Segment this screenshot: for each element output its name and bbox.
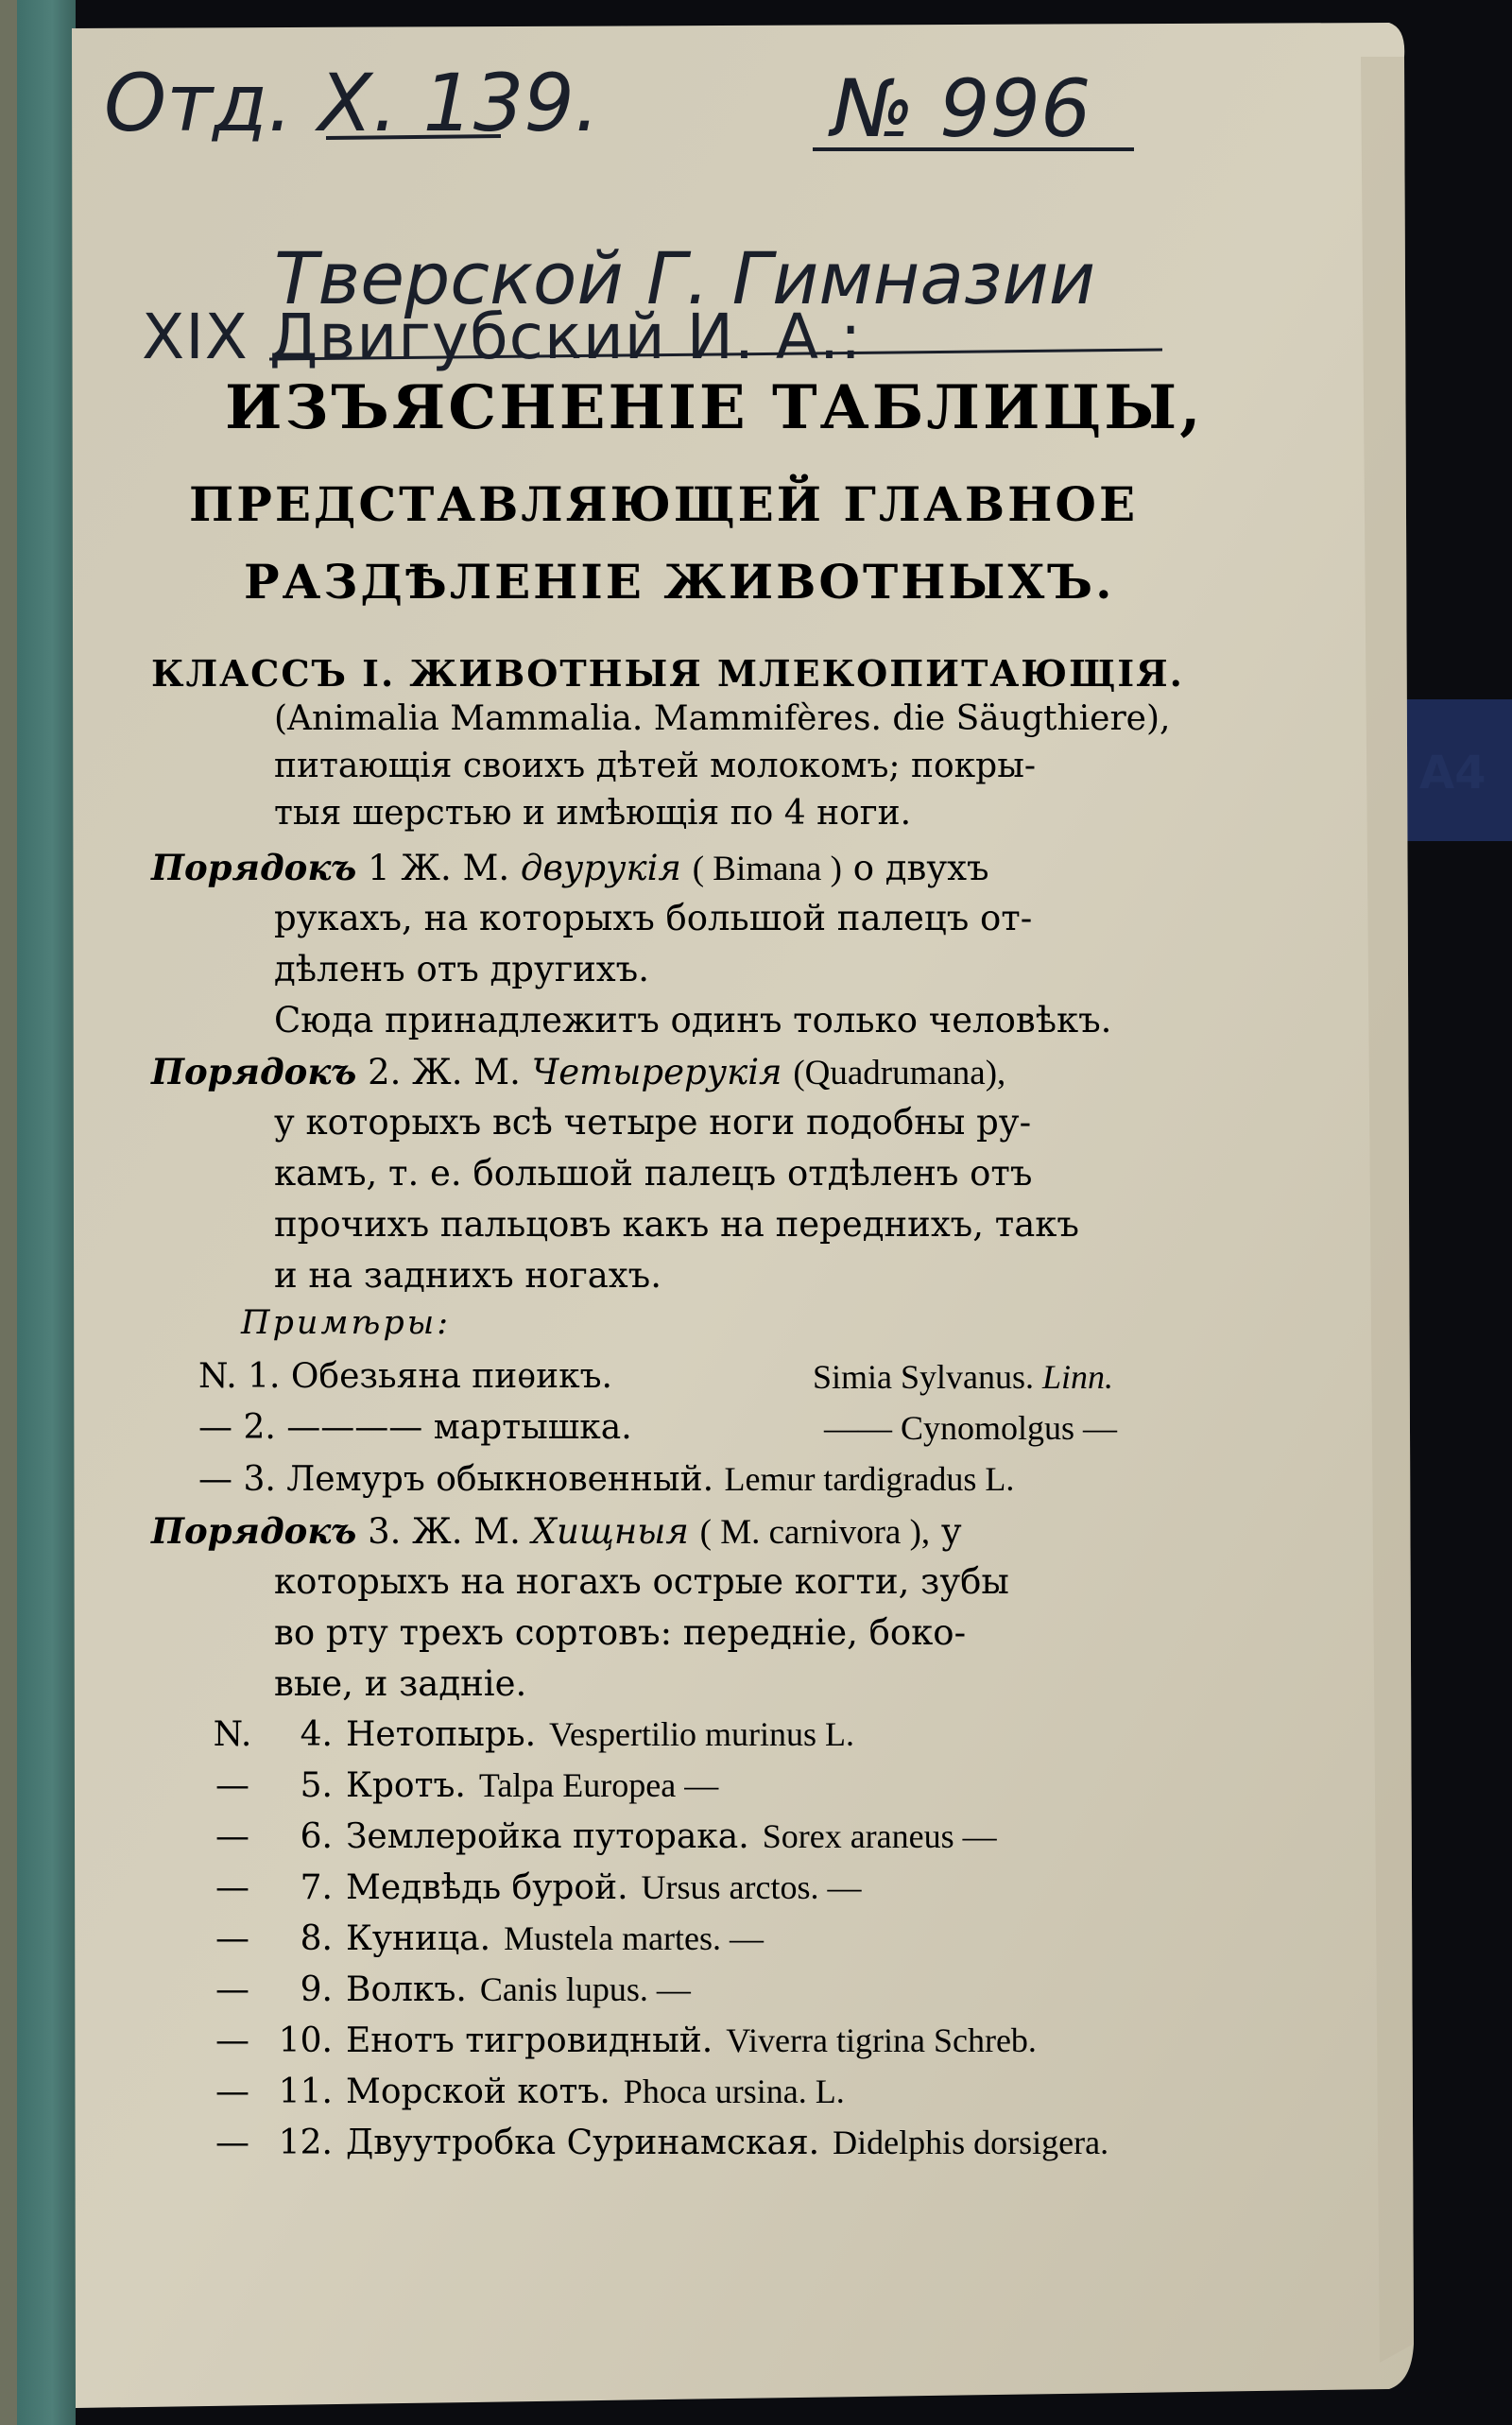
example-mark: — <box>215 2021 249 2060</box>
example-num: 8. <box>300 1919 333 1958</box>
example-ru: Лемуръ обыкновенный. <box>286 1460 714 1499</box>
example-latin: Ursus arctos. — <box>641 1868 862 1906</box>
example-ru: Медвѣдь бурой. <box>346 1868 628 1907</box>
order3-latin: ( M. carnivora ), <box>699 1513 931 1552</box>
example-row <box>198 1918 764 1958</box>
order2-name: Четырерукія <box>531 1052 782 1092</box>
example-latin-name: Simia Sylvanus. <box>813 1358 1035 1396</box>
order3-line-1: которыхъ на ногахъ острые когти, зубы <box>274 1561 1009 1602</box>
order1-latin: ( Bimana ) <box>692 850 842 888</box>
order1-line-2: дѣленъ отъ другихъ. <box>274 949 649 989</box>
order1-line-3: Сюда принадлежитъ одинъ только человѣкъ. <box>274 1000 1112 1041</box>
example-mark: N. <box>213 1715 252 1754</box>
handwritten-owner: Тверской Г. Гимназии <box>274 236 1096 320</box>
example-row <box>198 2072 845 2111</box>
example-num: 7. <box>300 1868 333 1907</box>
example-latin: Vespertilio murinus L. <box>549 1715 854 1753</box>
order3-tail: у <box>940 1511 962 1552</box>
example-ru: Обезьяна пиѳикъ. <box>290 1357 612 1396</box>
title-line-1: ИЗЪЯСНЕНІЕ ТАБЛИЦЫ, <box>225 372 1204 443</box>
example-latin: Viverra tigrina Schreb. <box>726 2021 1037 2059</box>
example-mark: N. <box>198 1357 237 1396</box>
example-ru: ———— мартышка. <box>286 1408 632 1447</box>
title-line-3: РАЗДѢЛЕНІЕ ЖИВОТНЫХЪ. <box>244 554 1115 610</box>
example-mark: — <box>215 2072 249 2111</box>
order2-header <box>151 1051 1005 1093</box>
example-latin: Talpa Europea — <box>478 1766 719 1804</box>
class-line-2: питающія своихъ дѣтей молокомъ; покры- <box>274 747 1037 785</box>
order2-label: Порядокъ <box>151 1051 357 1092</box>
order3-line-3: вые, и задніе. <box>274 1663 527 1704</box>
example-ru: Енотъ тигровидный. <box>346 2021 713 2060</box>
example-num: 12. <box>278 2124 333 2162</box>
example-latin: Lemur tardigradus L. <box>724 1460 1015 1498</box>
example-num: 1. <box>248 1357 281 1396</box>
example-num: 4. <box>300 1715 333 1754</box>
example-ru: Кротъ. <box>346 1766 466 1805</box>
handwritten-number: № 996 <box>832 62 1091 155</box>
side-sticker-label: A4 <box>1419 747 1486 800</box>
example-row <box>198 2021 1037 2060</box>
order1-head: Ж. М. <box>401 848 510 888</box>
order2-head: Ж. М. <box>412 1052 521 1092</box>
example-ru: Землеройка путорака. <box>346 1817 749 1856</box>
order3-label: Порядокъ <box>151 1510 357 1552</box>
example-latin: Sorex araneus — <box>762 1817 997 1855</box>
example-mark: — <box>215 2124 249 2162</box>
example-row <box>198 1459 1014 1499</box>
order1-label: Порядокъ <box>151 847 357 888</box>
example-latin: Canis lupus. — <box>479 1970 691 2008</box>
example-num: 10. <box>278 2021 333 2060</box>
example-mark: — <box>215 1970 249 2009</box>
order2-num: 2. <box>368 1052 402 1092</box>
example-mark: — <box>198 1408 232 1447</box>
order1-name: двурукія <box>520 848 681 888</box>
order2-line-2: камъ, т. е. большой палецъ отдѣленъ отъ <box>274 1153 1033 1194</box>
example-row <box>198 1765 718 1805</box>
example-num: 6. <box>300 1817 333 1856</box>
example-row <box>198 1357 612 1396</box>
example-mark: — <box>215 1868 249 1907</box>
example-row <box>198 2123 1108 2162</box>
order3-name: Хищныя <box>531 1511 689 1552</box>
example-latin: Mustela martes. — <box>504 1919 765 1957</box>
class-line-1: (Animalia Mammalia. Mammifères. die Säugthiere), <box>274 699 1171 738</box>
order3-line-2: во рту трехъ сортовъ: передніе, боко- <box>274 1612 967 1653</box>
example-num: 5. <box>300 1766 333 1805</box>
example-latin: —— Cynomolgus — <box>824 1409 1118 1447</box>
class-line-3: тыя шерстью и имѣющія по 4 ноги. <box>274 794 912 833</box>
class-heading: КЛАССЪ I. ЖИВОТНЫЯ МЛЕКОПИТАЮЩІЯ. <box>151 652 1184 695</box>
examples-label: Примѣры: <box>241 1304 452 1342</box>
example-num: 3. <box>243 1460 276 1499</box>
example-author: Linn. <box>1042 1358 1114 1396</box>
handwritten-author: XIX Двигубский И. А.: <box>142 301 863 373</box>
order2-line-1: у которыхъ всѣ четыре ноги подобны ру- <box>274 1102 1032 1143</box>
order3-header <box>151 1510 962 1553</box>
example-mark: — <box>215 1817 249 1856</box>
example-latin: Phoca ursina. L. <box>623 2072 845 2110</box>
example-latin: Didelphis dorsigera. <box>833 2124 1109 2161</box>
example-ru: Морской котъ. <box>346 2072 610 2111</box>
example-row <box>198 1408 632 1447</box>
example-mark: — <box>215 1766 249 1805</box>
order1-header <box>151 847 989 889</box>
example-num: 9. <box>300 1970 333 2009</box>
order3-num: 3. <box>368 1511 402 1552</box>
order1-num: 1 <box>368 848 390 888</box>
example-num: 2. <box>243 1408 276 1447</box>
example-num: 11. <box>278 2072 333 2111</box>
example-ru: Двуутробка Суринамская. <box>346 2124 820 2162</box>
example-ru: Нетопырь. <box>346 1715 537 1754</box>
order2-line-4: и на заднихъ ногахъ. <box>274 1255 662 1296</box>
order1-line-1: рукахъ, на которыхъ большой палецъ от- <box>274 898 1033 938</box>
example-ru: Куница. <box>346 1919 491 1958</box>
handwritten-shelfmark: Отд. X. 139. <box>104 57 600 149</box>
example-mark: — <box>215 1919 249 1958</box>
order3-head: Ж. М. <box>412 1511 521 1552</box>
order2-latin: (Quadrumana), <box>793 1054 1006 1092</box>
title-line-2: ПРЕДСТАВЛЯЮЩЕЙ ГЛАВНОЕ <box>189 476 1139 532</box>
example-latin <box>813 1357 1113 1397</box>
example-mark: — <box>198 1460 232 1499</box>
order1-tail: о двухъ <box>852 848 989 888</box>
example-row <box>198 1714 854 1754</box>
example-row <box>198 1816 997 1856</box>
example-row <box>198 1867 862 1907</box>
example-ru: Волкъ. <box>346 1970 467 2009</box>
example-row <box>198 1969 691 2009</box>
order2-line-3: прочихъ пальцовъ какъ на переднихъ, такъ <box>274 1204 1079 1245</box>
